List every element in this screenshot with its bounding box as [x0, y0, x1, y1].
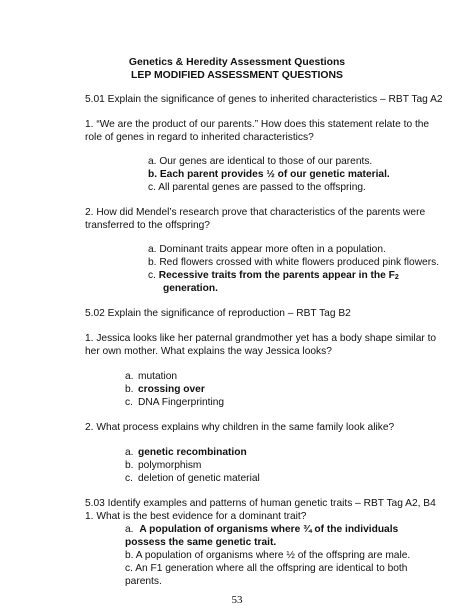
answer-option-correct	[125, 446, 247, 459]
answer-option-continued: possess the same genetic trait.	[125, 537, 277, 548]
section-heading-501: 5.01 Explain the significance of genes to inherited characteristics – RBT Tag A2	[85, 94, 443, 105]
option-text: Recessive traits from the parents appear in the F	[158, 270, 395, 281]
question-text: 1. “We are the product of our parents.” How does this statement relate to the	[85, 119, 430, 130]
option-letter: a.	[125, 447, 134, 458]
option-text: deletion of genetic material	[138, 473, 260, 484]
answer-option	[125, 459, 202, 472]
section-heading-502: 5.02 Explain the significance of reproduction – RBT Tag B2	[85, 308, 351, 319]
answer-option: c. An F1 generation where all the offspring are identical to both	[125, 563, 408, 574]
answer-option-continued: parents.	[125, 576, 162, 587]
answer-option	[125, 396, 225, 409]
option-letter: b.	[125, 384, 134, 395]
question-text: 1. Jessica looks like her paternal grandmother yet has a body shape similar to	[85, 333, 437, 344]
option-text: genetic recombination	[138, 447, 247, 458]
option-letter: a.	[125, 524, 134, 535]
answer-option: b. A population of organisms where ½ of the offspring are male.	[125, 550, 411, 561]
question-text: 2. How did Mendel’s research prove that characteristics of the parents were	[85, 207, 426, 218]
option-text: mutation	[138, 371, 178, 382]
option-letter: c.	[125, 473, 133, 484]
option-letter: a.	[125, 371, 134, 382]
document-subtitle: LEP MODIFIED ASSESSMENT QUESTIONS	[131, 70, 343, 81]
question-text: 1. What is the best evidence for a dominant trait?	[85, 511, 307, 522]
page-number: 53	[231, 594, 243, 606]
option-text: polymorphism	[138, 460, 202, 471]
option-text: crossing over	[138, 384, 205, 395]
answer-option-correct	[148, 269, 399, 282]
answer-option	[125, 370, 178, 383]
option-letter: c.	[148, 270, 159, 281]
option-letter: b.	[125, 460, 134, 471]
section-heading-503: 5.03 Identify examples and patterns of human genetic traits – RBT Tag A2, B4	[85, 498, 436, 509]
answer-option: a. Dominant traits appear more often in a population.	[148, 244, 386, 255]
option-subscript: 2	[394, 274, 399, 281]
answer-option	[125, 472, 260, 485]
answer-option: b. Red flowers crossed with white flowers produced pink flowers.	[148, 257, 440, 268]
answer-option-continued: generation.	[163, 283, 218, 294]
answer-option-correct	[125, 523, 398, 536]
question-text: role of genes in regard to inherited characteristics?	[85, 132, 314, 143]
option-text: DNA Fingerprinting	[138, 397, 225, 408]
option-text: A population of organisms where ¾ of the individuals	[139, 524, 399, 535]
question-text: transferred to the offspring?	[85, 220, 210, 231]
answer-option: a. Our genes are identical to those of our parents.	[148, 156, 373, 167]
option-letter: c.	[125, 397, 133, 408]
answer-option: c. All parental genes are passed to the offspring.	[148, 182, 366, 193]
question-text: 2. What process explains why children in the same family look alike?	[85, 422, 395, 433]
answer-option-correct	[125, 383, 205, 396]
answer-option-correct: b. Each parent provides ½ of our genetic material.	[148, 169, 390, 180]
document-title: Genetics & Heredity Assessment Questions	[128, 57, 346, 68]
question-text: her own mother. What explains the way Jessica looks?	[85, 346, 332, 357]
